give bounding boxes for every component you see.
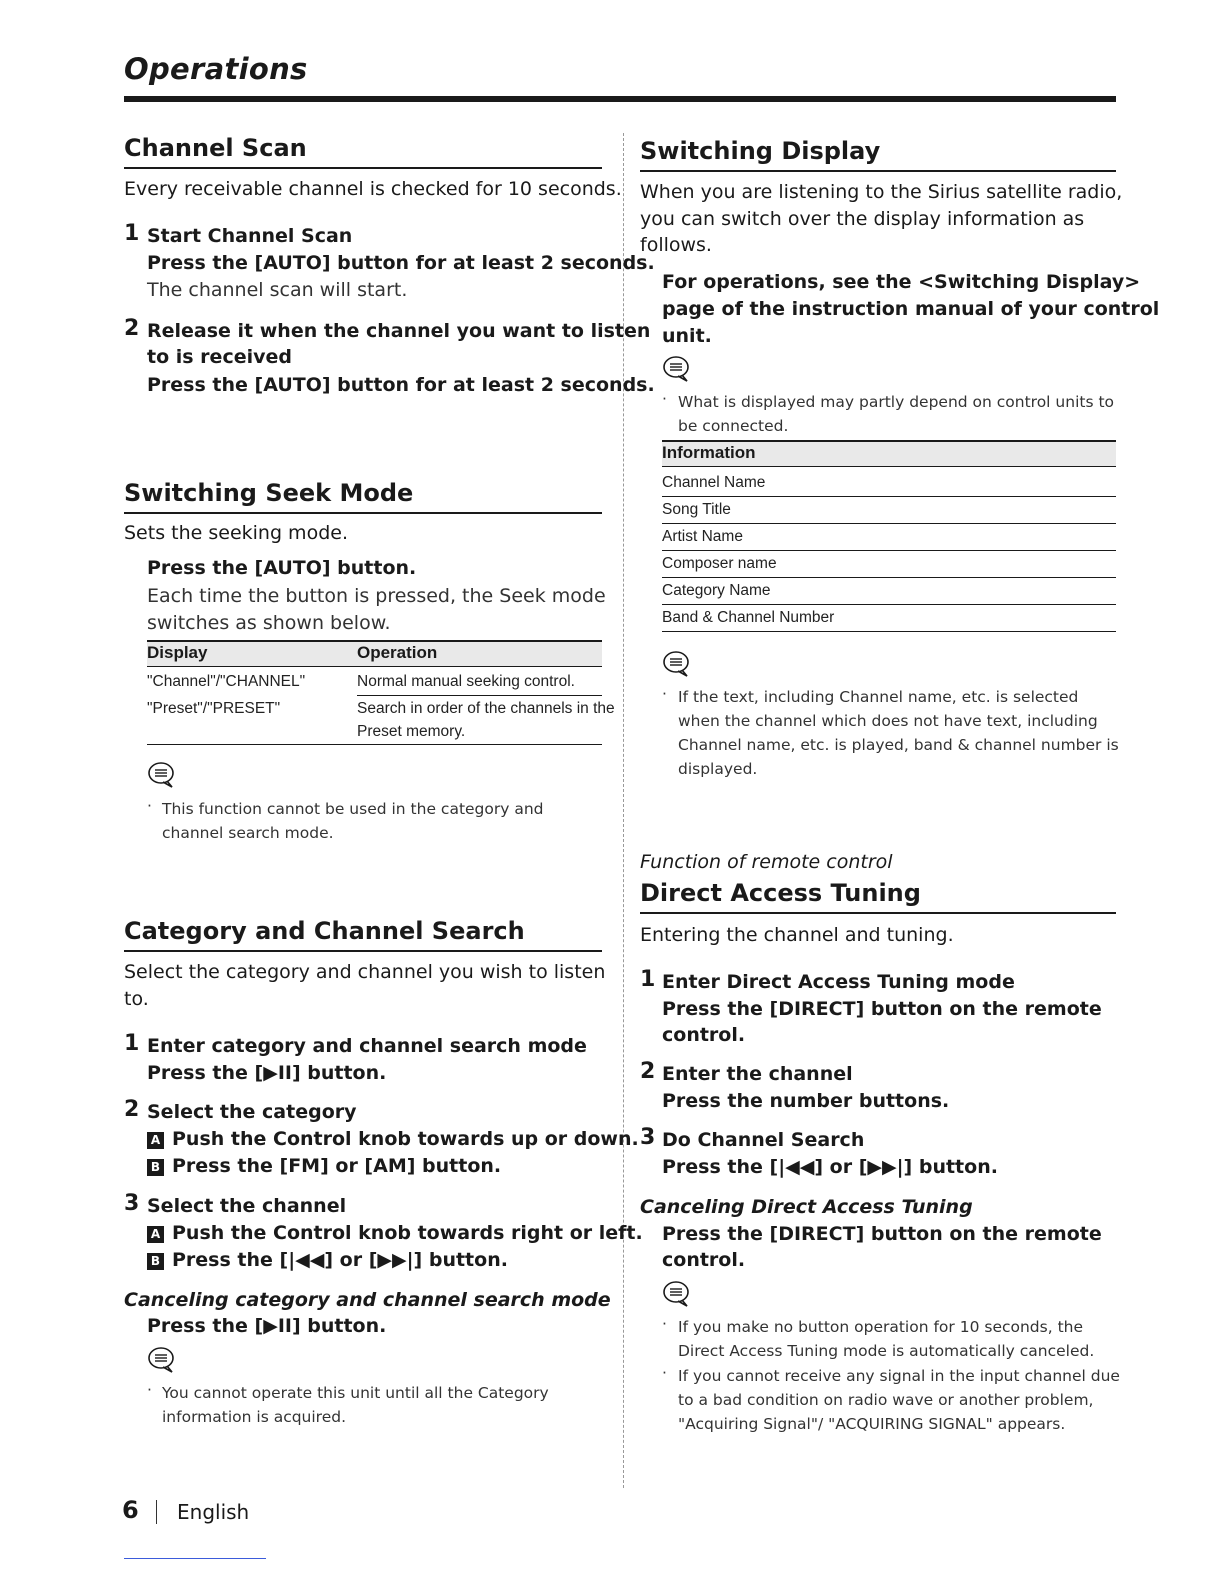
seek-mode-desc: switches as shown below. [147,612,391,634]
step-number: 2 [640,1059,656,1084]
note-text: channel search mode. [162,824,334,842]
seek-table-header-display: Display [147,643,208,662]
note-text: If you make no button operation for 10 seconds, the [678,1318,1084,1336]
step-instruction: Press the [AUTO] button for at least 2 seconds. [147,374,655,396]
seek-table-header [147,640,602,667]
step-instruction: Press the [▶II] button. [147,1062,387,1084]
info-table-row: Band & Channel Number [662,609,835,626]
option-b-badge: B [147,1253,164,1270]
note-text: Channel name, etc. is played, band & channel number is [678,736,1119,754]
step-number: 1 [124,1031,140,1056]
table-row-rule [357,695,602,696]
cancel-heading: Canceling Direct Access Tuning [640,1196,973,1218]
note-text: "Acquiring Signal"/ "ACQUIRING SIGNAL" appears. [678,1415,1066,1433]
info-table-header-label: Information [662,443,756,462]
switching-display-instruction: page of the instruction manual of your control [662,298,1160,320]
note-icon [662,1280,692,1308]
note-text: Direct Access Tuning mode is automatically canceled. [678,1342,1095,1360]
category-intro: to. [124,988,149,1010]
seek-table-cell: Normal manual seeking control. [357,673,575,690]
bullet: · [662,685,667,703]
step-title: Select the category [147,1101,357,1123]
switching-display-intro: follows. [640,234,712,256]
channel-scan-intro: Every receivable channel is checked for 10 seconds. [124,178,622,200]
step-number: 1 [124,221,140,246]
switching-display-intro: When you are listening to the Sirius satellite radio, [640,181,1123,203]
option-a-badge: A [147,1226,164,1243]
seek-mode-instruction: Press the [AUTO] button. [147,557,417,579]
step-instruction: Press the [|◀◀] or [▶▶|] button. [662,1156,998,1178]
table-row-rule [662,550,1116,551]
bullet: · [662,1315,667,1333]
info-table-header [662,440,1116,467]
footer-language: English [177,1500,250,1524]
step-option-b [147,1153,501,1180]
seek-mode-intro: Sets the seeking mode. [124,522,348,544]
seek-mode-desc: Each time the button is pressed, the Seek mode [147,585,606,607]
step-title: Enter Direct Access Tuning mode [662,971,1015,993]
step-title: Release it when the channel you want to listen [147,320,651,342]
table-row-rule [662,577,1116,578]
seek-table-cell: "Preset"/"PRESET" [147,700,281,717]
note-text: information is acquired. [162,1408,347,1426]
table-row-rule [662,496,1116,497]
section-heading-switching-display: Switching Display [640,136,1116,172]
seek-table-header-operation: Operation [357,643,438,662]
step-instruction: Press the number buttons. [662,1090,950,1112]
table-bottom-rule [662,631,1116,632]
step-title: Do Channel Search [662,1129,865,1151]
switching-display-instruction: unit. [662,325,712,347]
step-instruction: Press the [AUTO] button for at least 2 seconds. [147,252,655,274]
step-title: Enter the channel [662,1063,853,1085]
table-row-rule [662,523,1116,524]
step-number: 2 [124,316,140,341]
bullet: · [147,797,152,815]
table-bottom-rule [147,744,602,745]
info-table-row: Channel Name [662,474,766,491]
switching-display-intro: you can switch over the display information as [640,208,1085,230]
step-option-b [147,1247,508,1274]
step-option-a [147,1220,643,1247]
note-text: If the text, including Channel name, etc. is selected [678,688,1079,706]
note-text: If you cannot receive any signal in the input channel due [678,1367,1120,1385]
footer-rule [124,1558,266,1559]
page-number: 6 [122,1496,139,1524]
seek-table-cell: Preset memory. [357,723,466,740]
info-table-row: Category Name [662,582,771,599]
step-number: 3 [640,1125,656,1150]
switching-display-instruction: For operations, see the <Switching Display> [662,271,1141,293]
bullet: · [662,390,667,408]
bullet: · [662,1364,667,1382]
step-title: Select the channel [147,1195,347,1217]
step-title: Enter category and channel search mode [147,1035,587,1057]
note-icon [147,1346,177,1374]
info-table-row: Artist Name [662,528,743,545]
note-icon [662,650,692,678]
step-result: The channel scan will start. [147,279,408,301]
option-b-text: Press the [FM] or [AM] button. [172,1155,502,1177]
note-text: when the channel which does not have text, including [678,712,1098,730]
info-table-row: Song Title [662,501,731,518]
section-heading-seek-mode: Switching Seek Mode [124,478,602,514]
step-title: Start Channel Scan [147,225,353,247]
note-text: This function cannot be used in the category and [162,800,544,818]
step-title: to is received [147,346,292,368]
info-table-row: Composer name [662,555,777,572]
cancel-instruction: control. [662,1249,746,1271]
step-instruction: Press the [DIRECT] button on the remote [662,998,1102,1020]
note-icon [147,761,177,789]
step-number: 1 [640,967,656,992]
note-text: to a bad condition on radio wave or another problem, [678,1391,1094,1409]
section-heading-channel-scan: Channel Scan [124,133,602,169]
cancel-instruction: Press the [▶II] button. [147,1315,387,1337]
option-b-text: Press the [|◀◀] or [▶▶|] button. [172,1249,508,1271]
table-row-rule [662,604,1116,605]
step-number: 3 [124,1191,140,1216]
title-rule [124,96,1116,102]
note-text: displayed. [678,760,758,778]
note-text: be connected. [678,417,789,435]
note-text: You cannot operate this unit until all the Category [162,1384,549,1402]
note-text: What is displayed may partly depend on control units to [678,393,1115,411]
option-a-badge: A [147,1132,164,1149]
section-heading-direct-access: Direct Access Tuning [640,878,1116,914]
option-b-badge: B [147,1159,164,1176]
page-title: Operations [124,52,308,86]
footer-separator [156,1500,157,1524]
seek-table-cell: Search in order of the channels in the [357,700,615,717]
step-instruction: control. [662,1024,746,1046]
category-intro: Select the category and channel you wish to listen [124,961,606,983]
option-a-text: Push the Control knob towards right or left. [172,1222,643,1244]
seek-table-cell: "Channel"/"CHANNEL" [147,673,306,690]
step-option-a [147,1126,639,1153]
cancel-instruction: Press the [DIRECT] button on the remote [662,1223,1102,1245]
section-heading-category-search: Category and Channel Search [124,916,602,952]
bullet: · [147,1381,152,1399]
cancel-heading: Canceling category and channel search mode [124,1289,611,1311]
section-subtitle: Function of remote control [640,851,893,873]
step-number: 2 [124,1097,140,1122]
direct-access-intro: Entering the channel and tuning. [640,924,954,946]
option-a-text: Push the Control knob towards up or down. [172,1128,639,1150]
note-icon [662,355,692,383]
